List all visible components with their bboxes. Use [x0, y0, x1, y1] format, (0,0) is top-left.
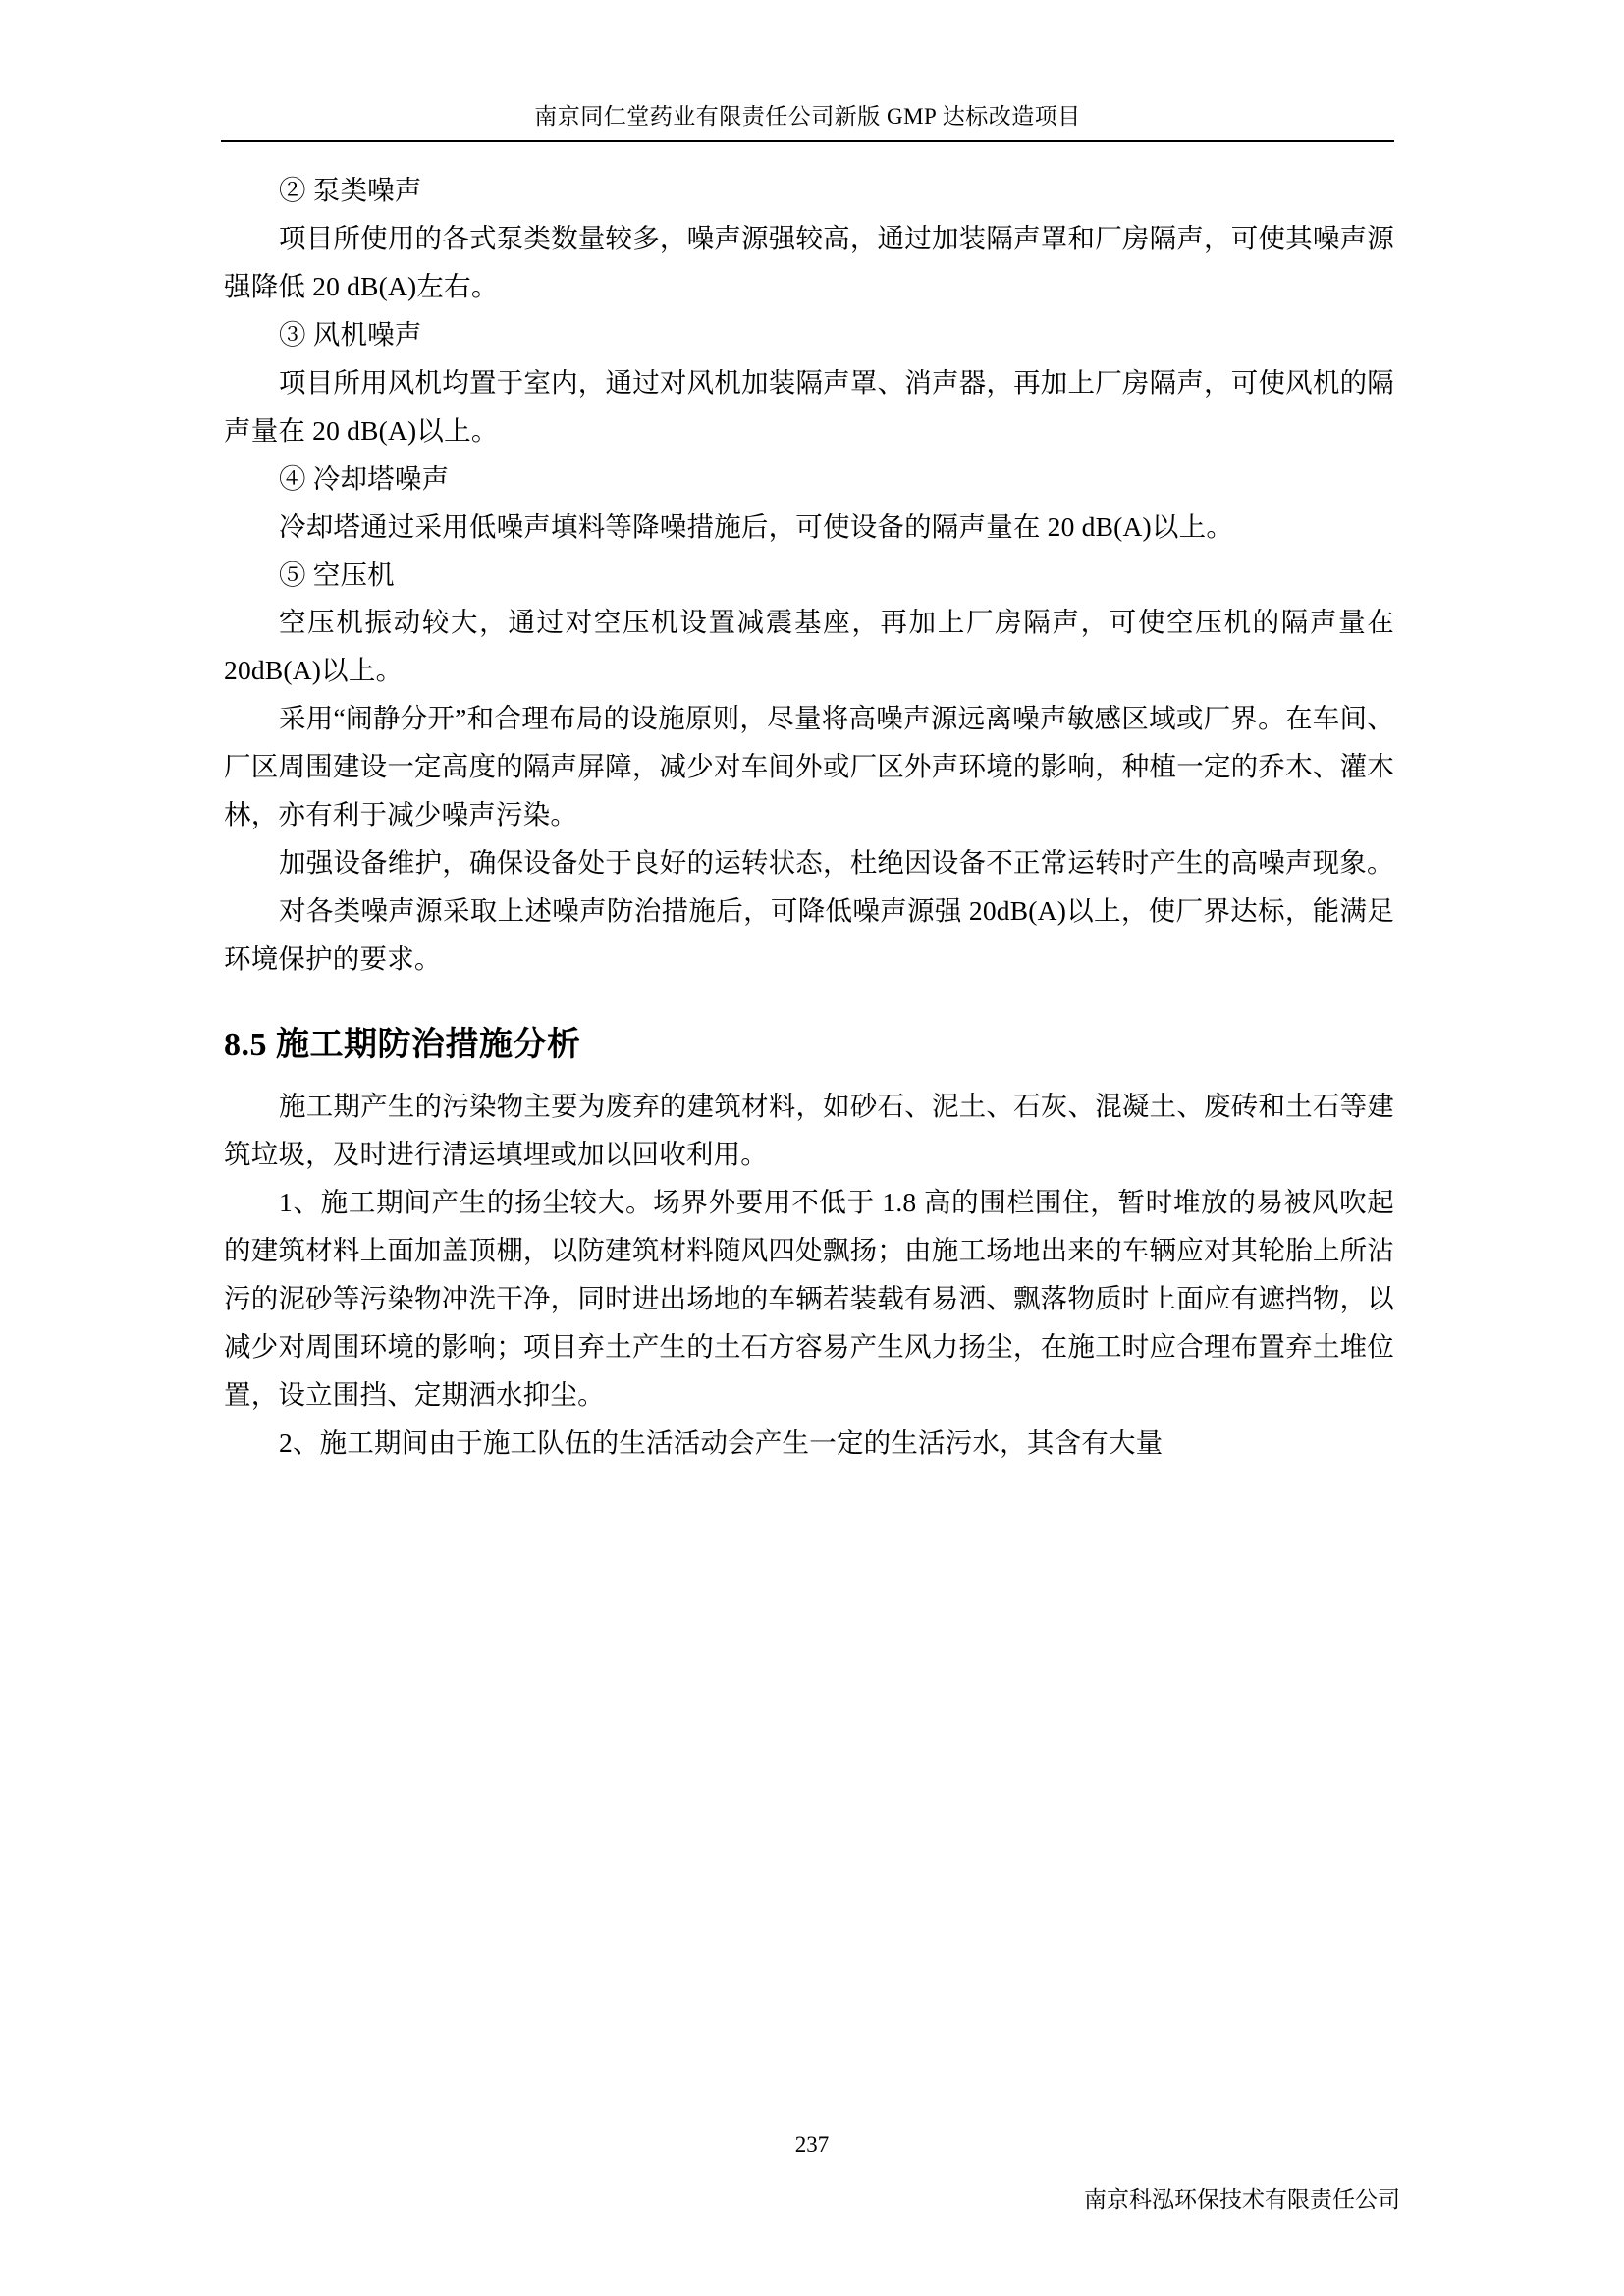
paragraph-item-pump-heading: ② 泵类噪声	[279, 175, 422, 205]
paragraph-air-compressor-body: 空压机振动较大，通过对空压机设置减震基座，再加上厂房隔声，可使空压机的隔声量在 20dB(A)以上。	[224, 607, 1394, 686]
footer-company: 南京科泓环保技术有限责任公司	[1084, 2187, 1400, 2212]
header-divider	[221, 140, 1394, 142]
page-content	[224, 167, 1394, 1467]
paragraph-fan-body: 项目所用风机均置于室内，通过对风机加装隔声罩、消声器，再加上厂房隔声，可使风机的隔声量在 20 dB(A)以上。	[224, 366, 1394, 446]
paragraph-summary: 对各类噪声源采取上述噪声防治措施后，可降低噪声源强 20dB(A)以上，使厂界达标，能满足环境保护的要求。	[224, 895, 1394, 974]
paragraph-construction-dust: 1、施工期间产生的扬尘较大。场界外要用不低于 1.8 高的围栏围住，暂时堆放的易被风吹起的建筑材料上面加盖顶棚，以防建筑材料随风四处飘扬；由施工场地出来的车辆应对其轮胎上所沾污的泥砂等污染物冲洗干净，同时进出场地的车辆若装载有易洒、飘落物质时上面应有遮挡物，以减少对周围环境的影响；项目弃土产生的土石方容易产生风力扬尘，在施工时应合理布置弃土堆位置，设立围挡、定期洒水抑尘。	[224, 1186, 1394, 1410]
header-title: 南京同仁堂药业有限责任公司新版 GMP 达标改造项目	[534, 104, 1081, 129]
paragraph-maintenance: 加强设备维护，确保设备处于良好的运转状态，杜绝因设备不正常运转时产生的高噪声现象。	[279, 847, 1394, 879]
section-heading-8-5: 8.5 施工期防治措施分析	[224, 1026, 581, 1063]
paragraph-construction-sewage: 2、施工期间由于施工队伍的生活活动会产生一定的生活污水，其含有大量	[279, 1426, 1164, 1458]
page-header	[221, 98, 1394, 142]
paragraph-item-air-compressor-heading: ⑤ 空压机	[279, 559, 395, 590]
paragraph-item-fan-heading: ③ 风机噪声	[279, 318, 422, 349]
paragraph-cooling-tower-body: 冷却塔通过采用低噪声填料等降噪措施后，可使设备的隔声量在 20 dB(A)以上。	[279, 510, 1234, 542]
paragraph-layout-principle: 采用“闹静分开”和合理布局的设施原则，尽量将高噪声源远离噪声敏感区域或厂界。在车间、厂区周围建设一定高度的隔声屏障，减少对车间外或厂区外声环境的影响，种植一定的乔木、灌木林，亦有利于减少噪声污染。	[224, 703, 1394, 830]
paragraph-pump-body: 项目所使用的各式泵类数量较多，噪声源强较高，通过加装隔声罩和厂房隔声，可使其噪声源强降低 20 dB(A)左右。	[224, 222, 1394, 301]
paragraph-construction-waste: 施工期产生的污染物主要为废弃的建筑材料，如砂石、泥土、石灰、混凝土、废砖和土石等建筑垃圾，及时进行清运填埋或加以回收利用。	[224, 1090, 1394, 1169]
paragraph-item-cooling-tower-heading: ④ 冷却塔噪声	[279, 462, 450, 494]
page-number: 237	[794, 2132, 830, 2157]
